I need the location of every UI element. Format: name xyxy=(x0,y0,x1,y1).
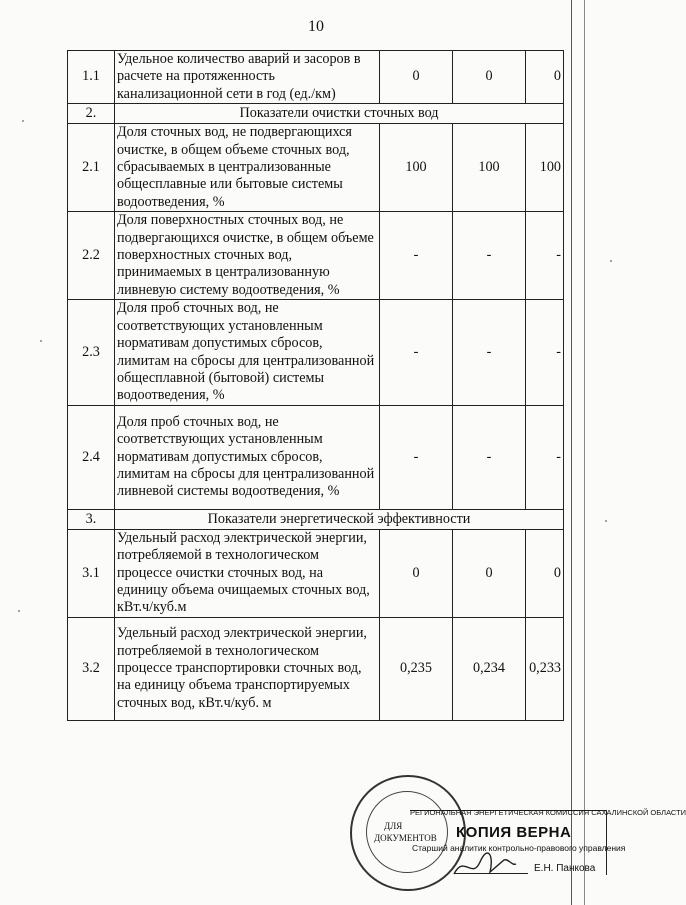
value-cell: 0 xyxy=(453,51,526,104)
certification-stamp xyxy=(350,770,686,898)
indicator-name: Доля проб сточных вод, не соответствующих установленным нормативам допустимых сбросов, лимитам на сбросы для централизованной общесплавной (бытовой) системы водоотведения, % xyxy=(115,300,380,405)
section-number: 3. xyxy=(68,509,115,529)
signature-line xyxy=(454,873,528,874)
signature-icon xyxy=(450,850,520,880)
row-number: 2.4 xyxy=(68,405,115,509)
value-cell: 0 xyxy=(380,51,453,104)
value-cell: 100 xyxy=(453,124,526,212)
table-row xyxy=(68,124,564,212)
indicator-name: Удельный расход электрической энергии, потребляемой в технологическом процессе очистки сточных вод, на единицу объема очищаемых сточных вод, кВт.ч/куб.м xyxy=(115,529,380,617)
stamp-organization: РЕГИОНАЛЬНАЯ ЭНЕРГЕТИЧЕСКАЯ КОМИССИЯ САХАЛИНСКОЙ ОБЛАСТИ xyxy=(410,808,686,817)
value-cell: - xyxy=(526,405,564,509)
scan-noise xyxy=(610,260,612,262)
scan-noise xyxy=(18,610,20,612)
value-cell: - xyxy=(380,405,453,509)
value-cell: 0,235 xyxy=(380,617,453,720)
row-number: 2.3 xyxy=(68,300,115,405)
value-cell: - xyxy=(526,300,564,405)
seal-text: ДЛЯ xyxy=(384,821,403,831)
page-number: 10 xyxy=(308,18,324,35)
indicators-table xyxy=(67,50,564,721)
value-cell: 100 xyxy=(380,124,453,212)
table-row xyxy=(68,212,564,300)
scan-noise xyxy=(40,340,42,342)
value-cell: - xyxy=(453,212,526,300)
scan-noise xyxy=(22,120,24,122)
value-cell: - xyxy=(380,300,453,405)
stamp-position: Старший аналитик контрольно-правового управления xyxy=(412,843,626,853)
table-row xyxy=(68,51,564,104)
indicator-name: Доля поверхностных сточных вод, не подвергающихся очистке, в общем объеме поверхностных сточных вод, принимаемых в централизованную ливневую систему водоотведения, % xyxy=(115,212,380,300)
section-title: Показатели очистки сточных вод xyxy=(115,104,564,124)
table-row xyxy=(68,405,564,509)
indicator-name: Доля сточных вод, не подвергающихся очистке, в общем объеме сточных вод, сбрасываемых в централизованные общесплавные или бытовые системы водоотведения, % xyxy=(115,124,380,212)
value-cell: 0 xyxy=(380,529,453,617)
indicator-name: Доля проб сточных вод, не соответствующих установленным нормативам допустимых сбросов, лимитам на сбросы для централизованной ливневой системы водоотведения, % xyxy=(115,405,380,509)
seal-text: ДОКУМЕНТОВ xyxy=(374,833,437,843)
table-row xyxy=(68,617,564,720)
row-number: 3.1 xyxy=(68,529,115,617)
row-number: 1.1 xyxy=(68,51,115,104)
value-cell: 0,233 xyxy=(526,617,564,720)
stamp-signer-name: Е.Н. Панкова xyxy=(534,863,596,874)
section-row xyxy=(68,509,564,529)
value-cell: 0 xyxy=(453,529,526,617)
stamp-copy-certified: КОПИЯ ВЕРНА xyxy=(456,824,572,841)
row-number: 2.1 xyxy=(68,124,115,212)
value-cell: - xyxy=(380,212,453,300)
value-cell: 0 xyxy=(526,529,564,617)
value-cell: 0,234 xyxy=(453,617,526,720)
value-cell: 0 xyxy=(526,51,564,104)
table-row xyxy=(68,300,564,405)
value-cell: - xyxy=(526,212,564,300)
section-row xyxy=(68,104,564,124)
section-number: 2. xyxy=(68,104,115,124)
scan-noise xyxy=(605,520,607,522)
indicator-name: Удельное количество аварий и засоров в расчете на протяженность канализационной сети в год (ед./км) xyxy=(115,51,380,104)
row-number: 2.2 xyxy=(68,212,115,300)
value-cell: 100 xyxy=(526,124,564,212)
section-title: Показатели энергетической эффективности xyxy=(115,509,564,529)
value-cell: - xyxy=(453,405,526,509)
row-number: 3.2 xyxy=(68,617,115,720)
table-row xyxy=(68,529,564,617)
indicator-name: Удельный расход электрической энергии, потребляемой в технологическом процессе транспортировки сточных вод, на единицу объема транспортируемых сточных вод, кВт.ч/куб. м xyxy=(115,617,380,720)
value-cell: - xyxy=(453,300,526,405)
